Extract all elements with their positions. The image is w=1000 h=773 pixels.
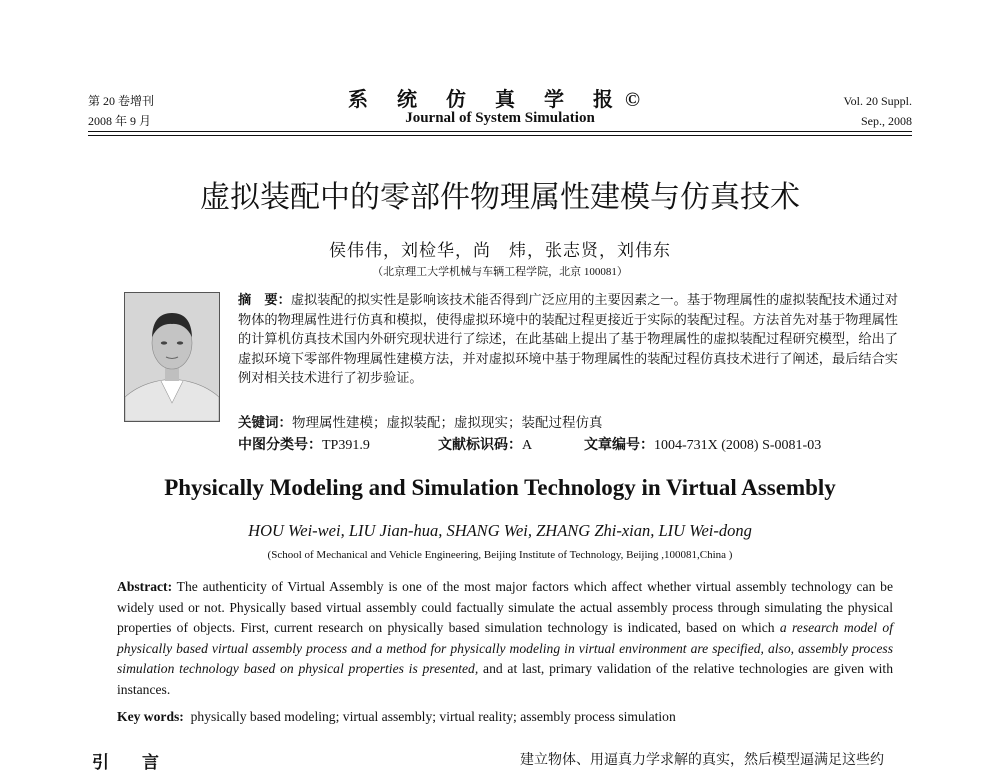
paper-title-cn: 虚拟装配中的零部件物理属性建模与仿真技术 (200, 180, 800, 215)
clc-label: 中图分类号： (238, 438, 322, 453)
abstract-en-label: Abstract: (117, 579, 173, 594)
section-heading-intro: 引 言 (92, 753, 167, 772)
keywords-en-label: Key words: (117, 709, 184, 724)
abstract-cn-label: 摘 要： (238, 292, 291, 307)
paper-title-en: Physically Modeling and Simulation Technology in Virtual Assembly (164, 475, 836, 500)
body-text-start: 建立物体、用逼真力学求解的真实，然后模型逼满足这些约 (520, 753, 884, 768)
journal-title-cn: 系 统 仿 真 学 报© (348, 89, 652, 111)
keywords-cn (238, 411, 603, 431)
author-photo (124, 292, 220, 422)
classification-line (238, 434, 918, 454)
clc-item (238, 434, 438, 454)
volume-cn: 第 20 卷增刊 (88, 94, 155, 108)
author-photo-image (125, 293, 219, 421)
article-no-value: 1004-731X (2008) S-0081-03 (654, 438, 822, 453)
doc-code-value: A (522, 438, 533, 453)
article-no-item (584, 434, 821, 454)
keywords-en (117, 709, 676, 725)
authors-cn: 侯伟伟，刘检华，尚 炜，张志贤，刘伟东 (329, 241, 671, 260)
journal-title-en: Journal of System Simulation (405, 110, 595, 126)
authors-en: HOU Wei-wei, LIU Jian-hua, SHANG Wei, ZHANG Zhi-xian, LIU Wei-dong (248, 521, 752, 540)
abstract-en (117, 577, 893, 700)
keywords-cn-label: 关键词： (238, 415, 292, 430)
abstract-en-text-2: and at last, primary validation of the relative technologies are given with instances. (117, 661, 893, 697)
abstract-en-text-1: The authenticity of Virtual Assembly is one of the most major factors which affect whether virtual assembly technology can be widely used or not. Physically based virtual assembly could factually simulate the actual assembly process through simulating the physical properties of objects. First, current research on physically based simulation technology is indicated, based on which (117, 579, 893, 635)
keywords-cn-text: 物理属性建模；虚拟装配；虚拟现实；装配过程仿真 (292, 415, 603, 430)
header-rule (88, 131, 912, 132)
abstract-en-text-italic: a research model of physically based virtual assembly process and a method for physically modeling in virtual environment are specified, also, assembly process simulation technology based on physical properties is presented, (117, 620, 893, 676)
date-cn: 2008 年 9 月 (88, 114, 152, 128)
keywords-en-text: physically based modeling; virtual assembly; virtual reality; assembly process simulation (190, 709, 676, 724)
date-en: Sep., 2008 (861, 114, 912, 128)
doc-code-item (438, 434, 584, 454)
abstract-cn (238, 290, 898, 388)
header-rule-thin (88, 135, 912, 136)
volume-en: Vol. 20 Suppl. (843, 94, 912, 108)
affiliation-en: (School of Mechanical and Vehicle Engineering, Beijing Institute of Technology, Beijing ,100081,China ) (267, 549, 733, 561)
abstract-cn-text: 虚拟装配的拟实性是影响该技术能否得到广泛应用的主要因素之一。基于物理属性的虚拟装配技术通过对物体的物理属性进行仿真和模拟，使得虚拟环境中的装配过程更接近于实际的装配过程。方法首先对基于物理属性的计算机仿真技术国内外研究现状进行了综述，在此基础上提出了基于物理属性的虚拟装配过程研究模型，给出了虚拟环境下零部件物理属性建模方法，并对虚拟环境中基于物理属性的装配过程仿真技术进行了阐述，最后结合实例对相关技术进行了初步验证。 (238, 292, 899, 385)
article-no-label: 文章编号： (584, 438, 654, 453)
affiliation-cn: （北京理工大学机械与车辆工程学院，北京 100081） (372, 266, 628, 278)
doc-code-label: 文献标识码： (438, 438, 522, 453)
clc-value: TP391.9 (322, 438, 370, 453)
